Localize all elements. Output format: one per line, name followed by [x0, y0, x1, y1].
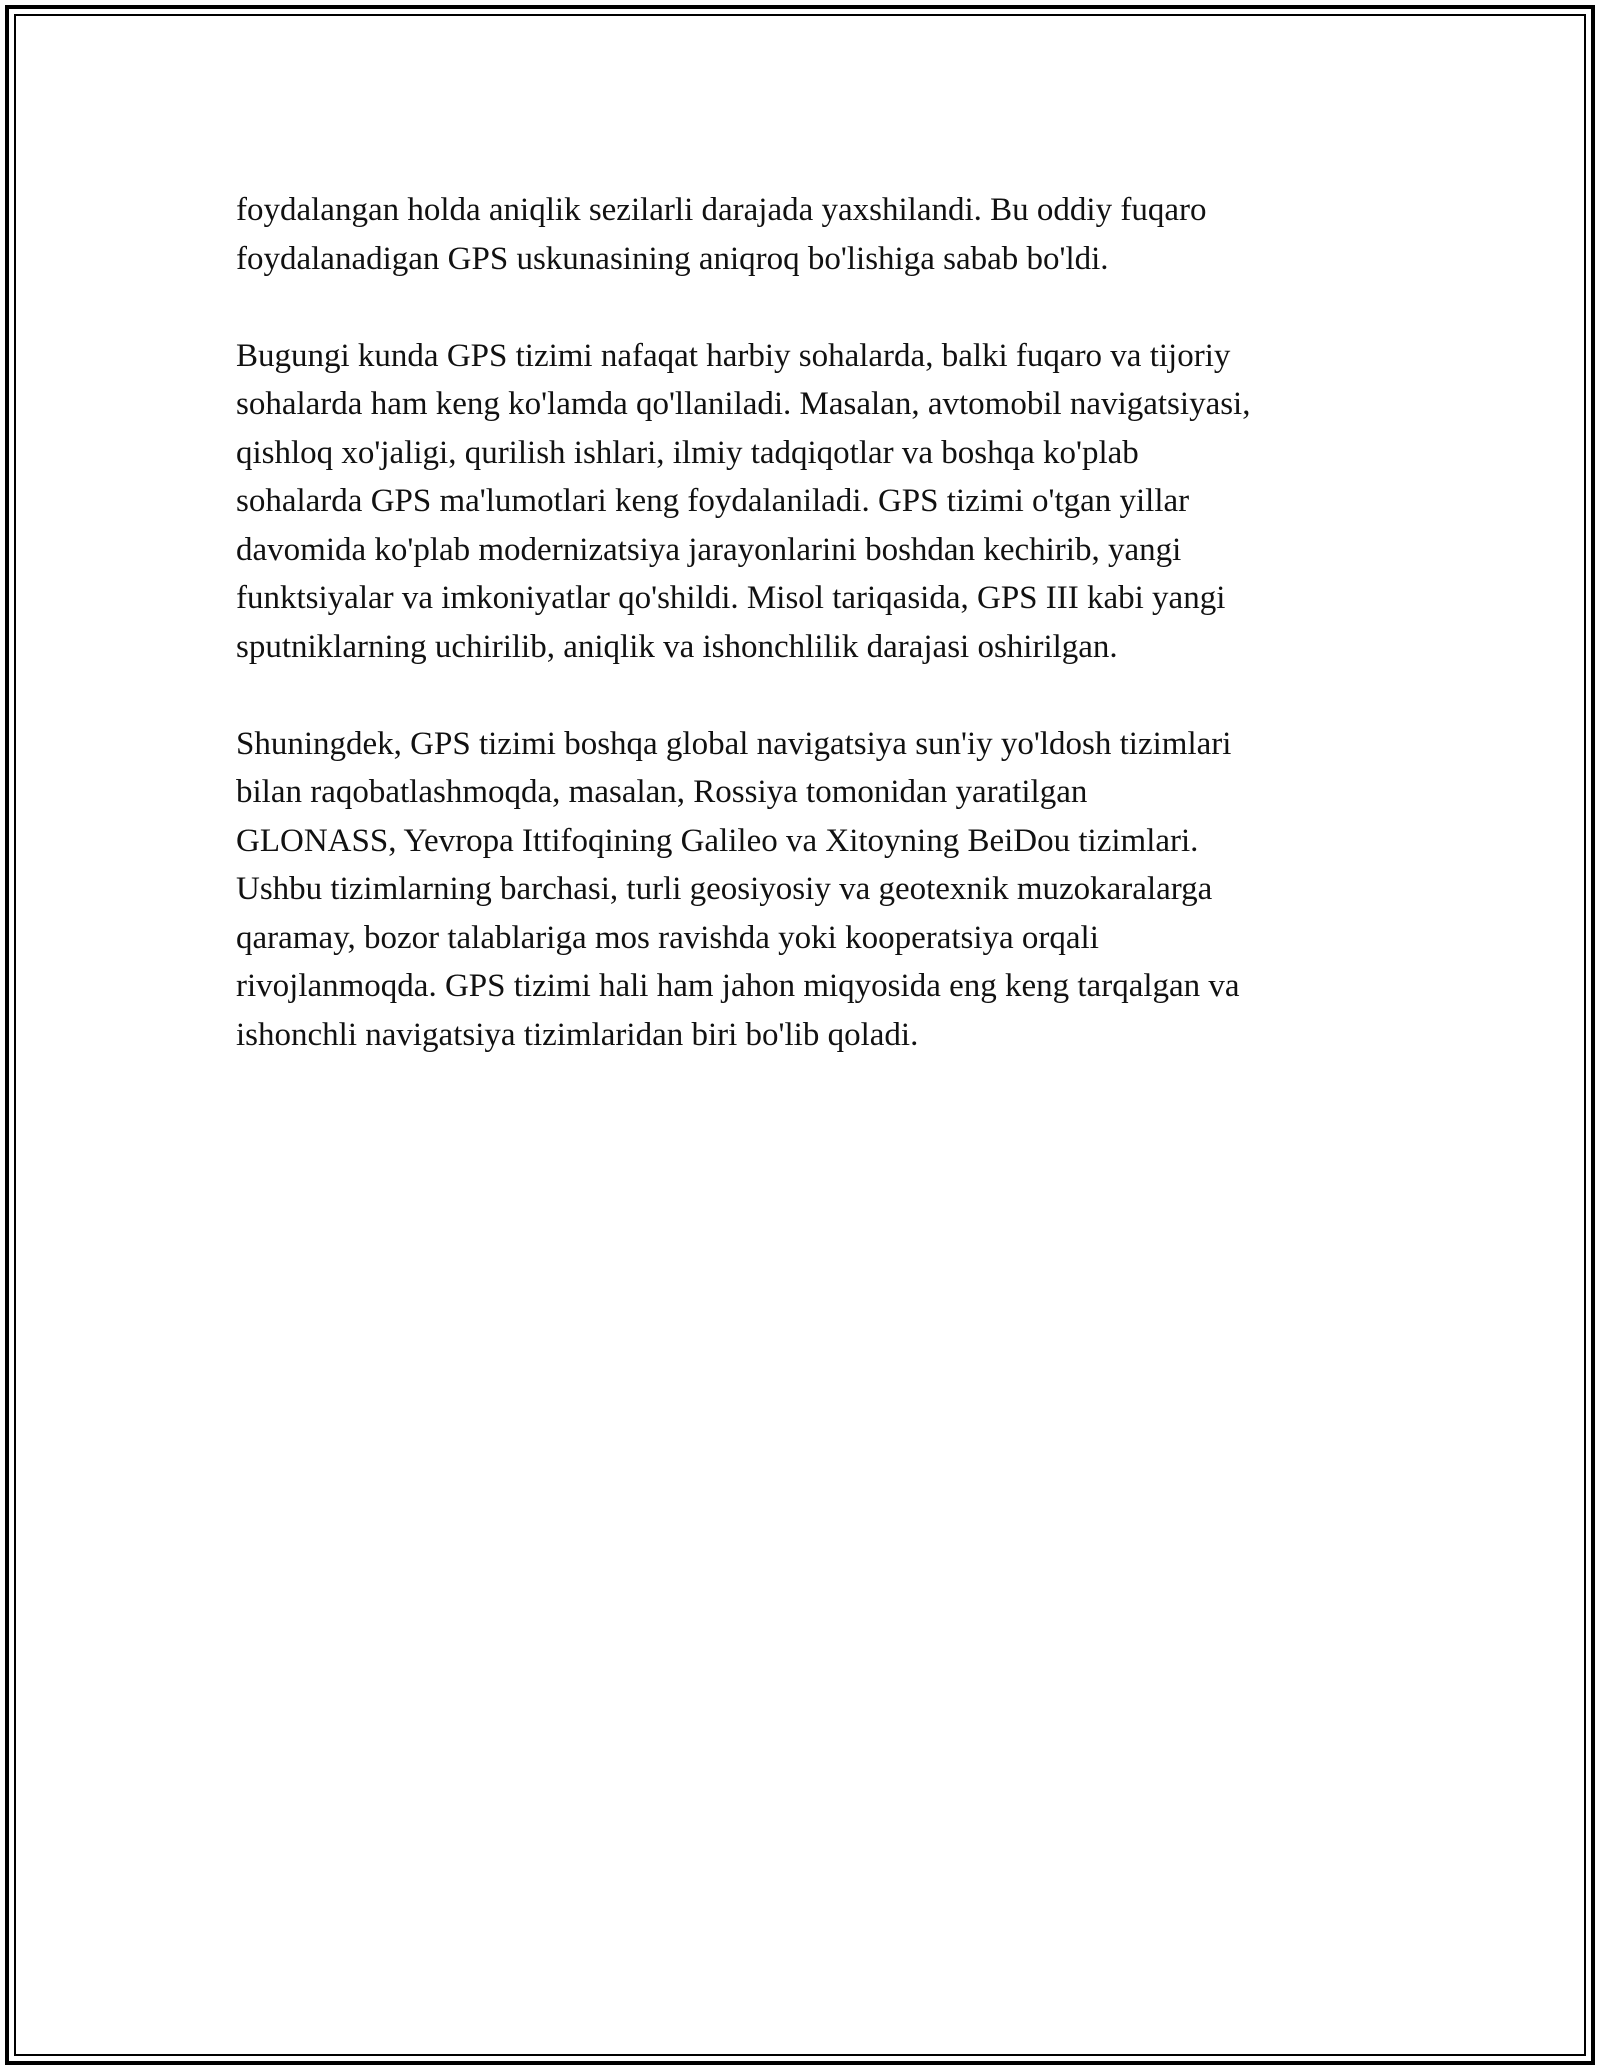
text-line: davomida ko'plab modernizatsiya jarayonlarini boshdan kechirib, yangi	[236, 531, 1182, 568]
text-line: GLONASS, Yevropa Ittifoqining Galileo va Xitoyning BeiDou tizimlari.	[236, 822, 1199, 859]
text-line: Bugungi kunda GPS tizimi nafaqat harbiy sohalarda, balki fuqaro va tijoriy	[236, 337, 1231, 374]
text-line: foydalanadigan GPS uskunasining aniqroq bo'lishiga sabab bo'ldi.	[236, 240, 1109, 277]
text-line: funktsiyalar va imkoniyatlar qo'shildi. Misol tariqasida, GPS III kabi yangi	[236, 580, 1226, 616]
paragraph-1	[236, 186, 1386, 283]
paragraph-3	[236, 720, 1386, 1060]
paragraph-2	[236, 332, 1386, 672]
text-line: bilan raqobatlashmoqda, masalan, Rossiya tomonidan yaratilgan	[236, 774, 1088, 810]
text-line: sputniklarning uchirilib, aniqlik va ishonchlilik darajasi oshirilgan.	[236, 628, 1118, 665]
text-line: foydalangan holda aniqlik sezilarli darajada yaxshilandi. Bu oddiy fuqaro	[236, 192, 1207, 228]
text-line: qaramay, bozor talablariga mos ravishda yoki kooperatsiya orqali	[236, 919, 1099, 956]
text-line: Ushbu tizimlarning barchasi, turli geosiyosiy va geotexnik muzokaralarga	[236, 871, 1213, 907]
text-line: sohalarda ham keng ko'lamda qo'llaniladi. Masalan, avtomobil navigatsiyasi,	[236, 386, 1251, 422]
text-line: qishloq xo'jaligi, qurilish ishlari, ilmiy tadqiqotlar va boshqa ko'plab	[236, 434, 1139, 471]
text-line: rivojlanmoqda. GPS tizimi hali ham jahon miqyosida eng keng tarqalgan va	[236, 968, 1240, 1004]
text-line: ishonchli navigatsiya tizimlaridan biri bo'lib qoladi.	[236, 1016, 919, 1053]
document-body	[236, 186, 1386, 1108]
text-line: Shuningdek, GPS tizimi boshqa global navigatsiya sun'iy yo'ldosh tizimlari	[236, 725, 1232, 762]
text-line: sohalarda GPS ma'lumotlari keng foydalaniladi. GPS tizimi o'tgan yillar	[236, 483, 1190, 519]
